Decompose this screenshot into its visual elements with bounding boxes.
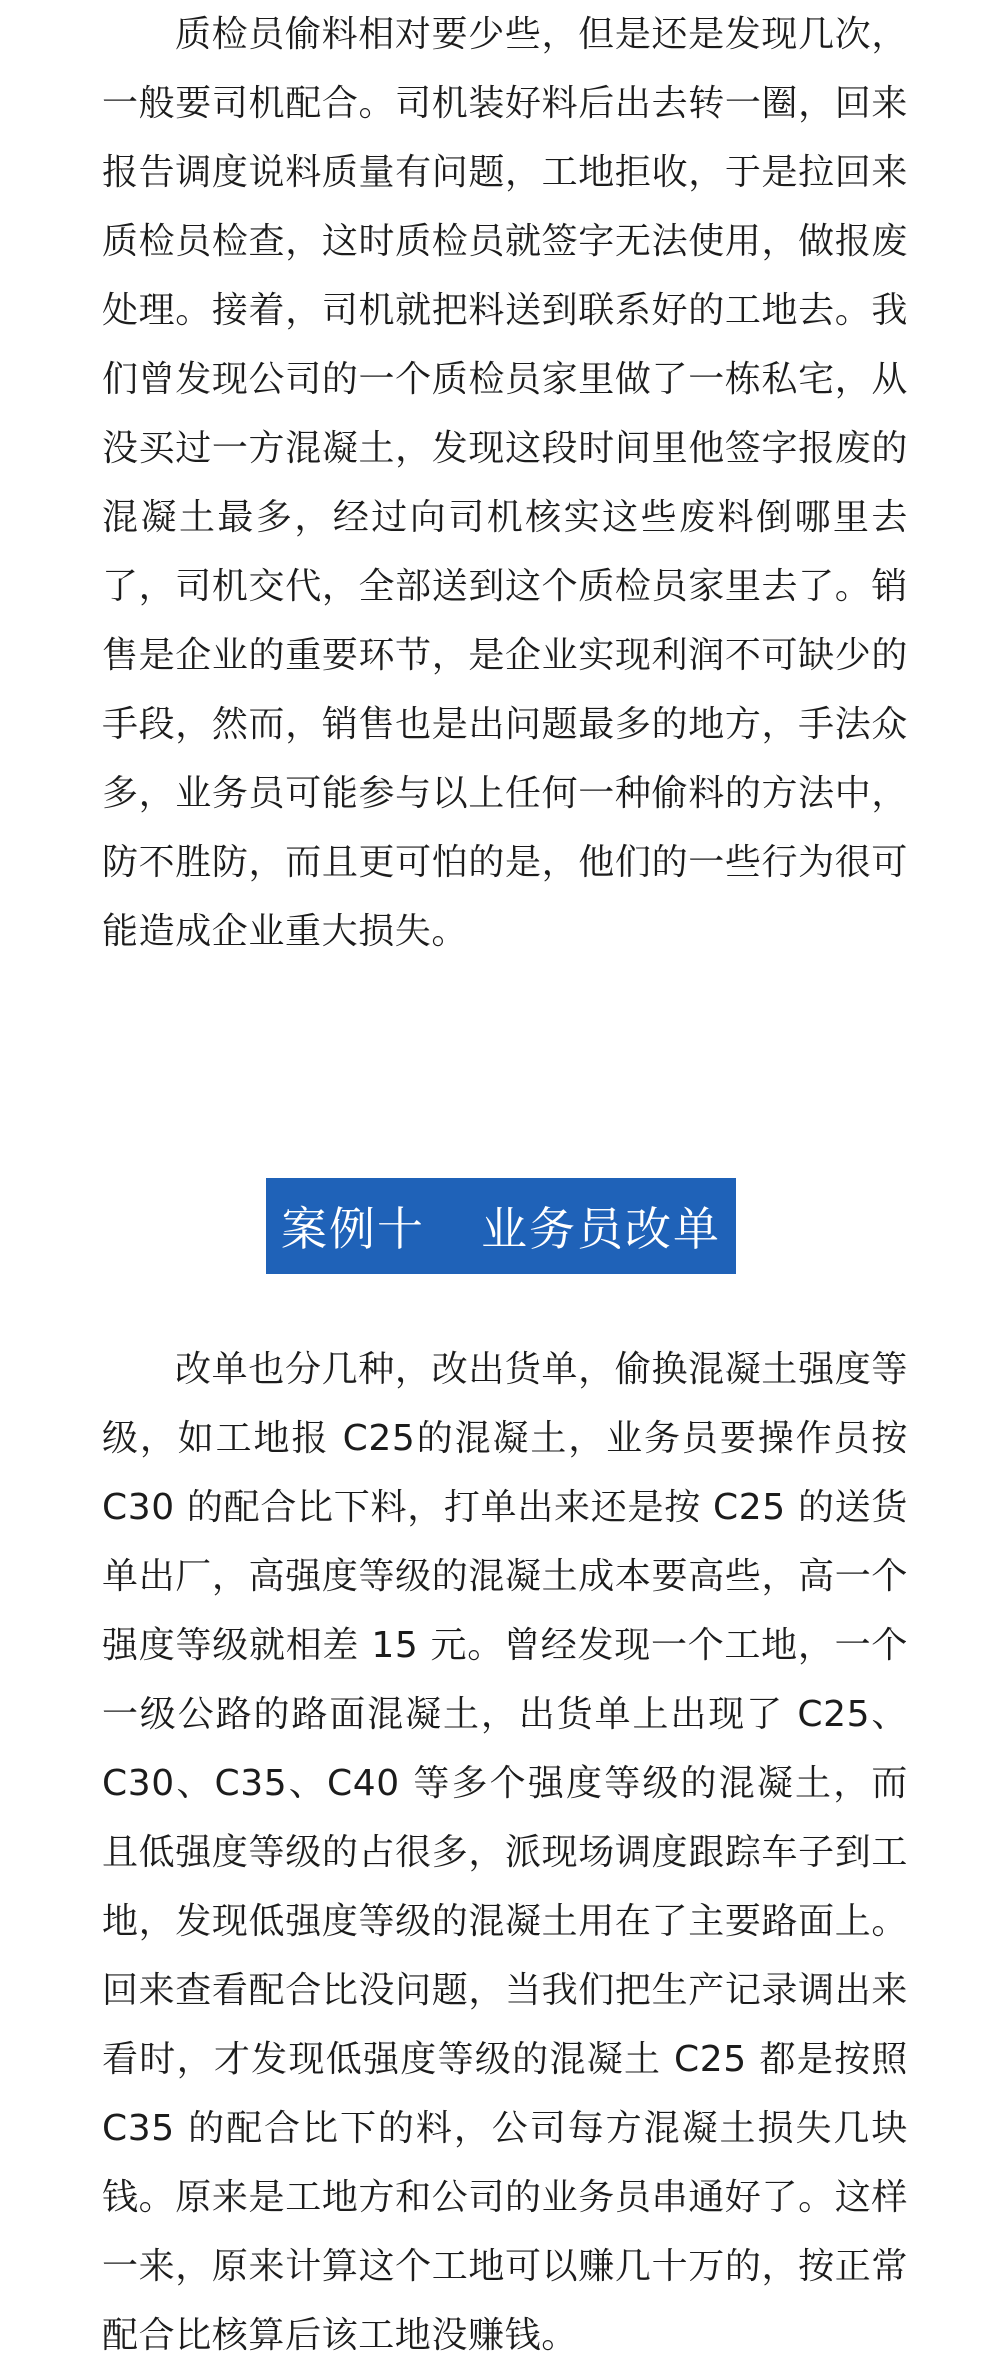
case-heading-banner <box>266 1178 736 1274</box>
case-number-label: 案例十 <box>281 1202 425 1256</box>
case-title-label: 业务员改单 <box>481 1202 721 1256</box>
article-paragraph-order-alteration: 改单也分几种，改出货单，偷换混凝土强度等级，如工地报 C25的混凝土，业务员要操作员按C30 的配合比下料，打单出来还是按 C25 的送货单出厂，高强度等级的混凝土成本要高些，高一个强度等级就相差 15 元。曾经发现一个工地，一个一级公路的路面混凝土，出货单上出现了 C25、C30、C35、C40 等多个强度等级的混凝土，而且低强度等级的占很多，派现场调度跟踪车子到工地，发现低强度等级的混凝土用在了主要路面上。回来查看配合比没问题，当我们把生产记录调出来看时，才发现低强度等级的混凝土 C25 都是按照 C35 的配合比下的料，公司每方混凝土损失几块钱。原来是工地方和公司的业务员串通好了。这样一来，原来计算这个工地可以赚几十万的，按正常配合比核算后该工地没赚钱。 <box>102 1349 908 2356</box>
article-paragraph-quality-inspector: 质检员偷料相对要少些，但是还是发现几次，一般要司机配合。司机装好料后出去转一圈，回来报告调度说料质量有问题，工地拒收，于是拉回来质检员检查，这时质检员就签字无法使用，做报废处理。接着，司机就把料送到联系好的工地去。我们曾发现公司的一个质检员家里做了一栋私宅，从没买过一方混凝土，发现这段时间里他签字报废的混凝土最多，经过向司机核实这些废料倒哪里去了，司机交代，全部送到这个质检员家里去了。销售是企业的重要环节，是企业实现利润不可缺少的手段，然而，销售也是出问题最多的地方，手法众多，业务员可能参与以上任何一种偷料的方法中，防不胜防，而且更可怕的是，他们的一些行为很可能造成企业重大损失。 <box>102 14 908 952</box>
